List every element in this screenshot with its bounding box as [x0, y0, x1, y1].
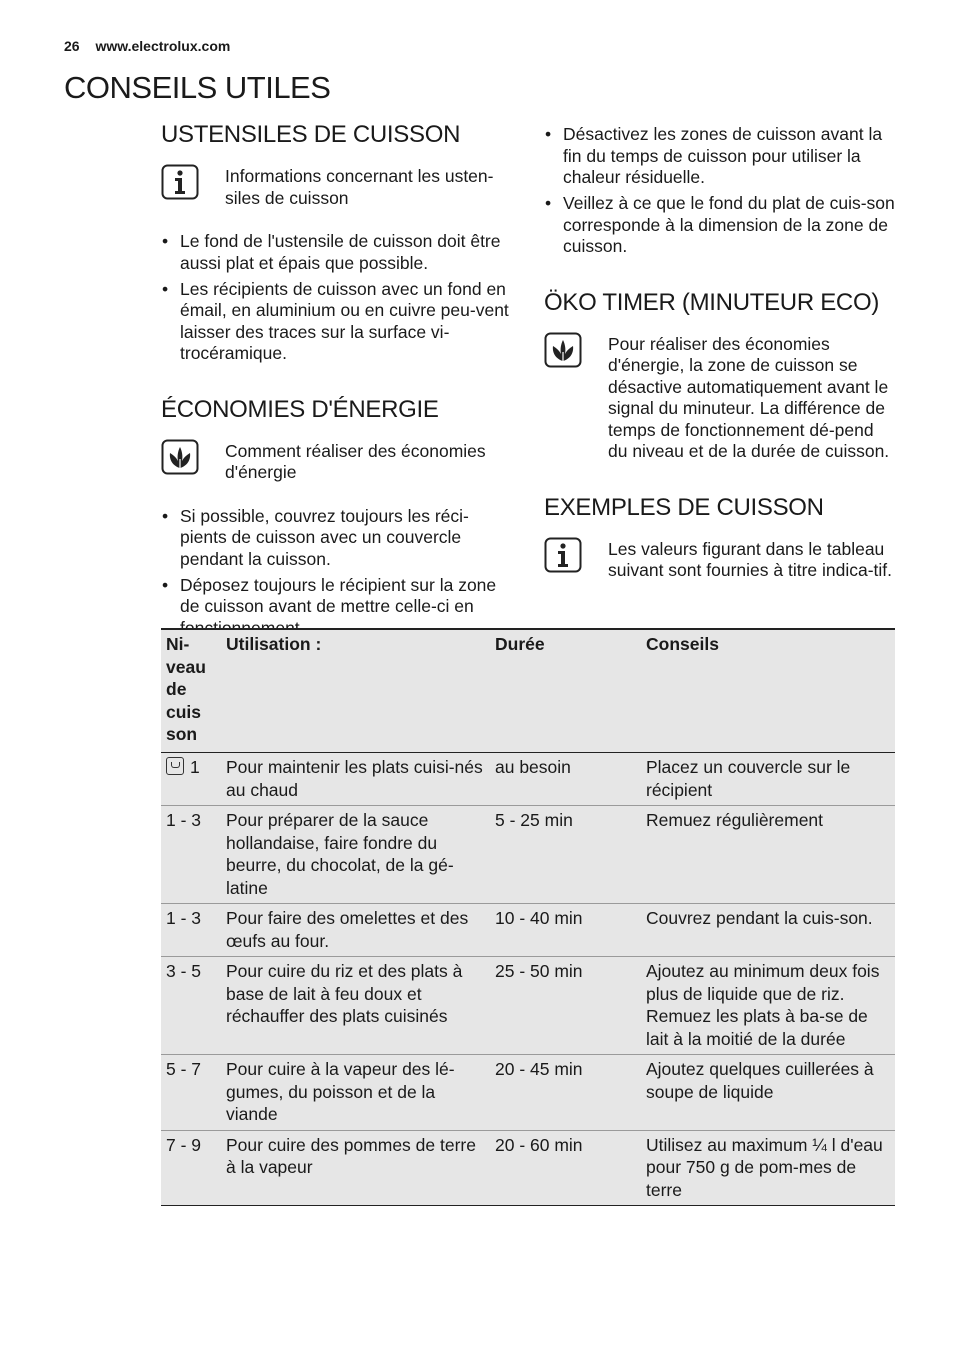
bullet-list-ustensiles: [161, 231, 511, 365]
cell-duree: 10 - 40 min: [490, 904, 641, 957]
note-text: Comment réaliser des économies d'énergie: [225, 440, 486, 482]
bullet-list-residual-heat: [544, 124, 896, 258]
right-column: [544, 124, 896, 582]
cell-utilisation: Pour préparer de la sauce hollandaise, faire fondre du beurre, du chocolat, de la gé-latine: [221, 806, 490, 904]
section-oko-timer: [544, 288, 896, 463]
table-row: [161, 957, 895, 1055]
cell-utilisation: Pour cuire du riz et des plats à base de lait à feu doux et réchauffer des plats cuisinés: [221, 957, 490, 1055]
table-row: [161, 753, 895, 806]
cell-niveau: 3 - 5: [161, 957, 221, 1055]
list-item: • Veillez à ce que le fond du plat de cuis-son corresponde à la dimension de la zone de cuisson.: [544, 193, 896, 258]
cell-utilisation: Pour cuire des pommes de terre à la vapeur: [221, 1130, 490, 1206]
column-header-niveau: Ni-veau de cuis son: [161, 629, 221, 753]
list-item: • Déposez toujours le récipient sur la zone de cuisson avant de mettre celle-ci en: [161, 575, 511, 640]
section-title-exemples: EXEMPLES DE CUISSON: [544, 493, 824, 521]
note-text: Informations concernant les usten-siles de cuisson: [225, 166, 494, 208]
cell-utilisation: Pour cuire à la vapeur des lé-gumes, du poisson et de la viande: [221, 1055, 490, 1131]
eco-note-oko-timer: [544, 334, 896, 463]
list-item: • Si possible, couvrez toujours les réci-pients de cuisson avec un couvercle pendant la cuisson.: [161, 506, 511, 571]
bullet-list-economies: [161, 506, 511, 640]
cell-duree: 20 - 45 min: [490, 1055, 641, 1131]
table-row: [161, 904, 895, 957]
cell-conseils: Couvrez pendant la cuis-son.: [641, 904, 895, 957]
list-item: • Le fond de l'ustensile de cuisson doit être aussi plat et épais que possible.: [161, 231, 511, 274]
list-item: • Désactivez les zones de cuisson avant la fin du temps de cuisson pour utiliser la chaleur résiduelle.: [544, 124, 896, 189]
keep-warm-icon: [166, 757, 184, 775]
table-header-row: [161, 629, 895, 753]
info-icon: [544, 537, 582, 573]
section-title-oko-timer: ÖKO TIMER (MINUTEUR ECO): [544, 288, 880, 316]
page-title: CONSEILS UTILES: [64, 70, 331, 105]
note-text: Pour réaliser des économies d'énergie, la zone de cuisson se désactive automatiquement avant le signal du minuteur. La différence de temps de fonctionnement dé-pend du niveau et de la durée de cuisson.: [608, 333, 890, 461]
section-title-ustensiles: USTENSILES DE CUISSON: [161, 121, 461, 148]
cell-utilisation: Pour faire des omelettes et des œufs au four.: [221, 904, 490, 957]
cell-niveau: 1 - 3: [161, 806, 221, 904]
info-note-exemples: [544, 539, 896, 582]
info-icon: [161, 164, 199, 200]
cell-conseils: Utilisez au maximum ¼ l d'eau pour 750 g de pom-mes de terre: [641, 1130, 895, 1206]
note-text: Les valeurs figurant dans le tableau suivant sont fournies à titre indica-tif.: [608, 538, 893, 580]
cell-duree: 25 - 50 min: [490, 957, 641, 1055]
cell-niveau: 7 - 9: [161, 1130, 221, 1206]
info-note-ustensiles: [161, 166, 511, 209]
column-header-utilisation: Utilisation :: [221, 629, 490, 753]
table-row: [161, 1130, 895, 1206]
left-column: [161, 120, 511, 644]
cell-conseils: Remuez régulièrement: [641, 806, 895, 904]
cell-niveau-value: 1: [190, 757, 200, 777]
website-url[interactable]: www.electrolux.com: [95, 38, 231, 54]
section-title-economies: ÉCONOMIES D'ÉNERGIE: [161, 395, 439, 423]
cell-duree: 20 - 60 min: [490, 1130, 641, 1206]
column-header-conseils: Conseils: [641, 629, 895, 753]
cell-niveau: 5 - 7: [161, 1055, 221, 1131]
cell-conseils: Ajoutez quelques cuillerées à soupe de liquide: [641, 1055, 895, 1131]
section-economies: [161, 395, 511, 640]
cell-duree: au besoin: [490, 753, 641, 806]
cell-duree: 5 - 25 min: [490, 806, 641, 904]
cell-utilisation: Pour maintenir les plats cuisi-nés au chaud: [221, 753, 490, 806]
cell-conseils: Ajoutez au minimum deux fois plus de liquide que de riz. Remuez les plats à ba-se de lait à la moitié de la durée: [641, 957, 895, 1055]
list-item: • Les récipients de cuisson avec un fond en émail, en aluminium ou en cuivre peu-vent laisser des traces sur la surface vi-trocéramique.: [161, 279, 511, 365]
eco-note-economies: [161, 441, 511, 484]
page-header: [64, 38, 230, 54]
table-row: [161, 806, 895, 904]
cell-conseils: Placez un couvercle sur le récipient: [641, 753, 895, 806]
eco-leaf-icon: [161, 439, 199, 475]
section-exemples: [544, 493, 896, 582]
cell-niveau: [161, 753, 221, 806]
table-row: [161, 1055, 895, 1131]
column-header-duree: Durée: [490, 629, 641, 753]
eco-leaf-icon: [544, 332, 582, 368]
section-ustensiles: [161, 120, 511, 365]
cooking-examples-table: [161, 628, 895, 1206]
page-number: 26: [64, 38, 80, 54]
cell-niveau: 1 - 3: [161, 904, 221, 957]
